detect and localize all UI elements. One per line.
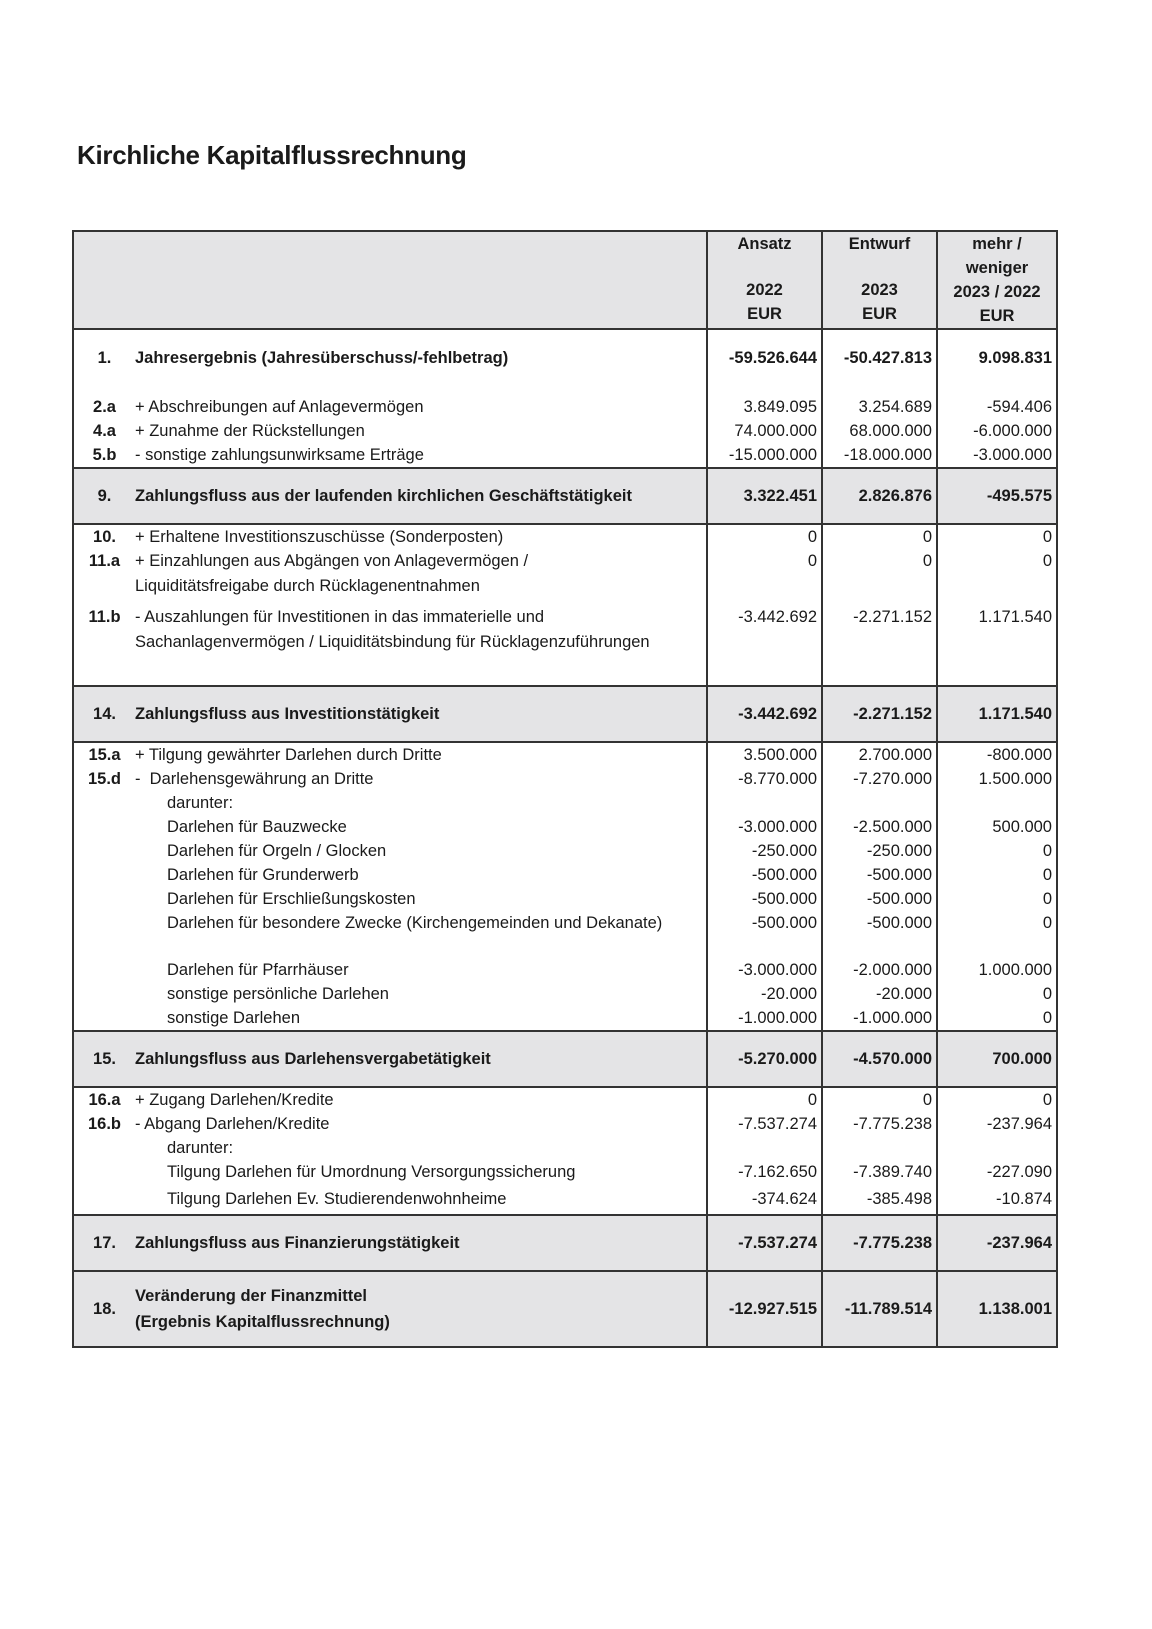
page-title: Kirchliche Kapitalflussrechnung [77, 140, 467, 170]
header-col3-line1: mehr / [972, 235, 1022, 253]
row-label: Zahlungsfluss aus Finanzierungstätigkeit [135, 1233, 460, 1252]
sub-row-label: sonstige Darlehen [167, 1009, 300, 1027]
value-2023: 2.700.000 [822, 742, 937, 767]
row-label: - Abgang Darlehen/Kredite [135, 1115, 330, 1133]
sub-row [73, 982, 1057, 1006]
sub-row-label: Darlehen für Bauzwecke [167, 818, 347, 836]
value-2023: 3.254.689 [822, 395, 937, 419]
value-2022: -500.000 [707, 863, 822, 887]
value-2023: -500.000 [822, 911, 937, 958]
row-label-line2: Liquiditätsfreigabe durch Rücklagenentnahmen [135, 577, 480, 595]
row-number: 4.a [93, 422, 116, 440]
header-col1-line1: Ansatz [737, 235, 792, 253]
value-diff: 1.171.540 [937, 686, 1057, 742]
row-label: Zahlungsfluss aus der laufenden kirchlichen Geschäftstätigkeit [135, 486, 632, 505]
sub-row-label: sonstige persönliche Darlehen [167, 985, 389, 1003]
sub-row-label: Tilgung Darlehen Ev. Studierendenwohnheime [167, 1190, 507, 1208]
row-number: 18. [93, 1299, 116, 1318]
cashflow-table [72, 230, 1058, 1348]
row-number: 11.b [88, 608, 121, 626]
value-2023: -4.570.000 [822, 1031, 937, 1087]
value-diff: -10.874 [937, 1184, 1057, 1215]
row-number: 1. [97, 349, 112, 367]
value-2022: -15.000.000 [707, 443, 822, 468]
value-2022: -3.000.000 [707, 958, 822, 982]
value-2022: -3.000.000 [707, 815, 822, 839]
header-entwurf-2023 [822, 231, 937, 329]
sub-row [73, 1184, 1057, 1215]
row-label: + Abschreibungen auf Anlagevermögen [135, 398, 424, 416]
value-2022: -7.537.274 [707, 1215, 822, 1271]
total-row-18 [73, 1271, 1057, 1347]
sub-row-label: Darlehen für Orgeln / Glocken [167, 842, 387, 860]
value-diff: -495.575 [937, 468, 1057, 524]
row-number: 2.a [93, 398, 116, 416]
row-label [135, 549, 707, 605]
sub-row [73, 958, 1057, 982]
header-difference [937, 231, 1057, 329]
row-label-line1: Veränderung der Finanzmittel [135, 1287, 367, 1305]
row-number: 16.a [88, 1091, 121, 1109]
sub-row-label: Darlehen für Erschließungskosten [167, 890, 416, 908]
value-diff: 1.171.540 [937, 605, 1057, 686]
value-diff: -6.000.000 [937, 419, 1057, 443]
value-diff: 0 [937, 1087, 1057, 1112]
table-row-4a [73, 419, 1057, 443]
row-label-line2: Sachanlagenvermögen / Liquiditätsbindung für Rücklagenzuführungen [135, 633, 650, 651]
value-2023: -500.000 [822, 887, 937, 911]
darunter-row [73, 791, 1057, 815]
row-number: 15.a [88, 746, 121, 764]
darunter-row [73, 1136, 1057, 1160]
row-number: 15. [93, 1049, 116, 1068]
value-2022: -20.000 [707, 982, 822, 1006]
header-col3-line3: 2023 / 2022 [953, 283, 1041, 301]
value-2023: -50.427.813 [822, 329, 937, 387]
table-row-15d [73, 767, 1057, 791]
value-diff: 0 [937, 911, 1057, 958]
row-number: 14. [93, 704, 116, 723]
row-label [135, 1271, 707, 1347]
value-2022: -8.770.000 [707, 767, 822, 791]
value-diff: -237.964 [937, 1215, 1057, 1271]
row-label: Jahresergebnis (Jahresüberschuss/-fehlbetrag) [135, 349, 509, 367]
value-diff: 500.000 [937, 815, 1057, 839]
value-diff: 9.098.831 [937, 329, 1057, 387]
value-2023: 68.000.000 [822, 419, 937, 443]
value-2022: -500.000 [707, 887, 822, 911]
value-diff: 1.138.001 [937, 1271, 1057, 1347]
value-2022: -1.000.000 [707, 1006, 822, 1031]
table-row-10 [73, 524, 1057, 549]
value-2023: -7.775.238 [822, 1112, 937, 1136]
table-row-2a [73, 395, 1057, 419]
row-number: 10. [93, 528, 116, 546]
value-2022: 3.500.000 [707, 742, 822, 767]
sub-row-label: Tilgung Darlehen für Umordnung Versorgungssicherung [167, 1163, 576, 1181]
row-label: + Tilgung gewährter Darlehen durch Dritte [135, 746, 442, 764]
spacer-row [73, 387, 1057, 395]
sub-row [73, 1006, 1057, 1031]
value-2023: -385.498 [822, 1184, 937, 1215]
value-2023: -18.000.000 [822, 443, 937, 468]
sub-row-label: Darlehen für Grunderwerb [167, 866, 359, 884]
value-2023: 0 [822, 549, 937, 605]
header-col1-line2 [708, 256, 821, 278]
value-2022: -5.270.000 [707, 1031, 822, 1087]
row-number: 11.a [88, 552, 121, 570]
value-diff: 0 [937, 549, 1057, 605]
value-2022: -250.000 [707, 839, 822, 863]
value-2023: -7.775.238 [822, 1215, 937, 1271]
value-2022: -374.624 [707, 1184, 822, 1215]
value-2023: -2.271.152 [822, 605, 937, 686]
header-col2-line1: Entwurf [848, 235, 911, 253]
row-number: 15.d [87, 770, 122, 788]
value-2022: -3.442.692 [707, 686, 822, 742]
sub-row-label: Darlehen für besondere Zwecke (Kirchengemeinden und Dekanate) [167, 914, 663, 932]
darunter-label: darunter: [167, 1139, 234, 1157]
row-label-line2: (Ergebnis Kapitalflussrechnung) [135, 1313, 390, 1331]
value-2022: 0 [707, 524, 822, 549]
value-2023: -2.271.152 [822, 686, 937, 742]
value-diff: 0 [937, 839, 1057, 863]
table-row-16a [73, 1087, 1057, 1112]
row-number: 17. [93, 1233, 116, 1252]
value-2022: -500.000 [707, 911, 822, 958]
table-row-16b [73, 1112, 1057, 1136]
row-label: - sonstige zahlungsunwirksame Erträge [135, 446, 424, 464]
sub-row-label: Darlehen für Pfarrhäuser [167, 961, 349, 979]
subtotal-row-15 [73, 1031, 1057, 1087]
value-diff: 1.000.000 [937, 958, 1057, 982]
value-diff: 0 [937, 982, 1057, 1006]
value-2022: -7.162.650 [707, 1160, 822, 1184]
sub-row [73, 887, 1057, 911]
row-number: 5.b [92, 446, 117, 464]
value-diff: 0 [937, 887, 1057, 911]
sub-row [73, 839, 1057, 863]
value-diff: -800.000 [937, 742, 1057, 767]
value-2023: 2.826.876 [822, 468, 937, 524]
header-col2-line2 [823, 256, 936, 278]
value-diff: 0 [937, 524, 1057, 549]
value-2022: -59.526.644 [707, 329, 822, 387]
value-2022: 3.849.095 [707, 395, 822, 419]
row-number: 9. [97, 486, 112, 505]
row-label [135, 605, 707, 686]
value-2023: -7.270.000 [822, 767, 937, 791]
header-col1-line4: EUR [747, 305, 782, 323]
value-2023: 0 [822, 524, 937, 549]
header-col3-line2: weniger [965, 259, 1029, 277]
value-2023: -1.000.000 [822, 1006, 937, 1031]
header-col1-line3: 2022 [746, 281, 783, 299]
sub-row [73, 911, 1057, 958]
value-diff: 700.000 [937, 1031, 1057, 1087]
row-label: + Zugang Darlehen/Kredite [135, 1091, 334, 1109]
subtotal-row-17 [73, 1215, 1057, 1271]
value-2022: 0 [707, 1087, 822, 1112]
value-2022: -12.927.515 [707, 1271, 822, 1347]
value-2022: -3.442.692 [707, 605, 822, 686]
value-diff: -3.000.000 [937, 443, 1057, 468]
value-2023: -2.500.000 [822, 815, 937, 839]
subtotal-row-14 [73, 686, 1057, 742]
value-2023: -20.000 [822, 982, 937, 1006]
row-label-line1: - Auszahlungen für Investitionen in das immaterielle und [135, 608, 545, 626]
row-label: Zahlungsfluss aus Investitionstätigkeit [135, 704, 440, 723]
table-row-11a [73, 549, 1057, 605]
row-number: 16.b [87, 1115, 122, 1133]
header-col2-line3: 2023 [861, 281, 898, 299]
value-2023: -11.789.514 [822, 1271, 937, 1347]
header-col2-line4: EUR [862, 305, 897, 323]
sub-row [73, 1160, 1057, 1184]
header-col3-line4: EUR [979, 307, 1015, 325]
row-label: + Zunahme der Rückstellungen [135, 422, 365, 440]
value-diff: 0 [937, 863, 1057, 887]
sub-row [73, 863, 1057, 887]
sub-row [73, 815, 1057, 839]
value-diff: -227.090 [937, 1160, 1057, 1184]
row-label: Zahlungsfluss aus Darlehensvergabetätigkeit [135, 1049, 491, 1068]
table-row-5b [73, 443, 1057, 468]
header-ansatz-2022 [707, 231, 822, 329]
value-2022: 0 [707, 549, 822, 605]
table-header-row [73, 231, 1057, 329]
table-row-1 [73, 329, 1057, 387]
row-label-line1: + Einzahlungen aus Abgängen von Anlagevermögen / [135, 552, 529, 570]
header-empty-cell [73, 231, 707, 329]
table-row-15a [73, 742, 1057, 767]
value-2022: 74.000.000 [707, 419, 822, 443]
value-2023: -7.389.740 [822, 1160, 937, 1184]
value-diff: -594.406 [937, 395, 1057, 419]
table-row-11b [73, 605, 1057, 686]
value-diff: 0 [937, 1006, 1057, 1031]
value-2022: -7.537.274 [707, 1112, 822, 1136]
subtotal-row-9 [73, 468, 1057, 524]
value-2023: -500.000 [822, 863, 937, 887]
value-2023: -250.000 [822, 839, 937, 863]
row-label: - Darlehensgewährung an Dritte [135, 770, 374, 788]
value-2023: -2.000.000 [822, 958, 937, 982]
value-diff: -237.964 [937, 1112, 1057, 1136]
value-diff: 1.500.000 [937, 767, 1057, 791]
row-label: + Erhaltene Investitionszuschüsse (Sonderposten) [135, 528, 504, 546]
value-2023: 0 [822, 1087, 937, 1112]
value-2022: 3.322.451 [707, 468, 822, 524]
darunter-label: darunter: [167, 794, 234, 812]
